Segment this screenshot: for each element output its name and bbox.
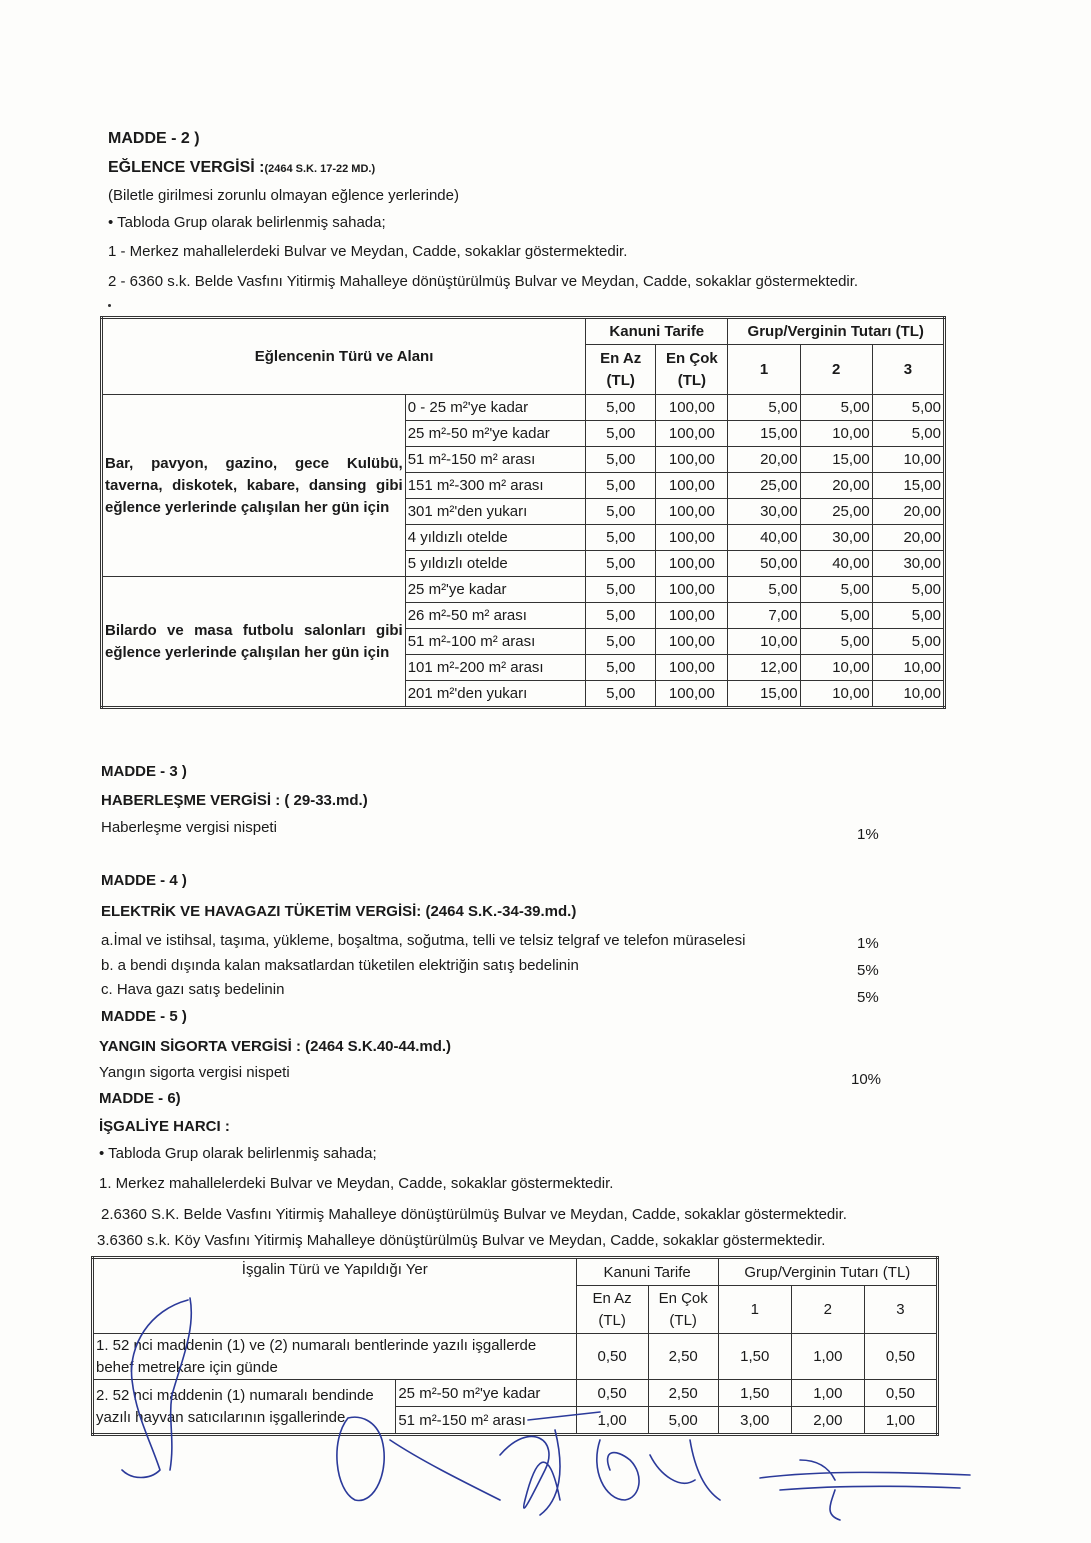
table2-col-g2: 2: [791, 1286, 864, 1334]
max-cell: 100,00: [656, 603, 728, 629]
area-cell: 51 m²-150 m² arası: [405, 447, 585, 473]
table2-row1-desc: 1. 52 nci maddenin (1) ve (2) numaralı bentlerinde yazılı işgallerde behef metrekare için günde: [93, 1334, 577, 1380]
madde3-rate: 1%: [857, 826, 879, 843]
table2-col-g1: 1: [718, 1286, 791, 1334]
stray-dot: [108, 304, 111, 307]
table1-col-type: Eğlencenin Türü ve Alanı: [102, 318, 586, 395]
madde4-heading: MADDE - 4 ): [101, 872, 187, 889]
table1-col-grup: Grup/Verginin Tutarı (TL): [728, 318, 945, 345]
min-cell: 5,00: [586, 447, 656, 473]
madde4-title: ELEKTRİK VE HAVAGAZI TÜKETİM VERGİSİ: (2464 S.K.-34-39.md.): [101, 903, 577, 920]
g1-cell: 15,00: [728, 421, 800, 447]
g1-cell: 1,50: [718, 1380, 791, 1407]
table2-col-g3: 3: [864, 1286, 937, 1334]
madde5-rate: 10%: [851, 1071, 882, 1088]
madde2-ref: (2464 S.K. 17-22 MD.): [264, 163, 376, 175]
g2-cell: 1,00: [791, 1380, 864, 1407]
g2-cell: 10,00: [800, 655, 872, 681]
g3-cell: 0,50: [864, 1380, 937, 1407]
madde4-c-rate: 5%: [857, 989, 879, 1006]
min-cell: 5,00: [586, 551, 656, 577]
g1-cell: 15,00: [728, 681, 800, 708]
g3-cell: 5,00: [872, 395, 944, 421]
g1-cell: 20,00: [728, 447, 800, 473]
madde6-bullet: • Tabloda Grup olarak belirlenmiş sahada;: [99, 1145, 377, 1162]
madde6-line1: 1. Merkez mahallelerdeki Bulvar ve Meydan, Cadde, sokaklar göstermektedir.: [99, 1175, 614, 1192]
madde2-title: [108, 158, 375, 179]
g2-cell: 30,00: [800, 525, 872, 551]
g3-cell: 5,00: [872, 629, 944, 655]
min-cell: 5,00: [586, 525, 656, 551]
g3-cell: 10,00: [872, 681, 944, 708]
g3-cell: 20,00: [872, 499, 944, 525]
g1-cell: 25,00: [728, 473, 800, 499]
min-cell: 5,00: [586, 473, 656, 499]
g3-cell: 5,00: [872, 421, 944, 447]
g2-cell: 15,00: [800, 447, 872, 473]
table-row: [93, 1334, 938, 1380]
max-cell: 5,00: [648, 1407, 718, 1435]
max-cell: 2,50: [648, 1380, 718, 1407]
madde5-title: YANGIN SİGORTA VERGİSİ : (2464 S.K.40-44.md.): [99, 1038, 452, 1055]
isgaliye-harci-table: [91, 1256, 939, 1436]
area-cell: 26 m²-50 m² arası: [405, 603, 585, 629]
min-cell: 5,00: [586, 577, 656, 603]
madde2-line2: 2 - 6360 s.k. Belde Vasfını Yitirmiş Mahalleye dönüştürülmüş Bulvar ve Meydan, Cadde, sokaklar göstermektedir.: [108, 273, 859, 290]
min-cell: 1,00: [576, 1407, 648, 1435]
g2-cell: 1,00: [791, 1334, 864, 1380]
madde3-title: HABERLEŞME VERGİSİ : ( 29-33.md.): [101, 792, 368, 809]
madde3-heading: MADDE - 3 ): [101, 763, 187, 780]
table1-col-g2: 2: [800, 345, 872, 395]
eglence-vergisi-table: [100, 316, 946, 709]
area-cell: 25 m²-50 m²'ye kadar: [396, 1380, 576, 1407]
g2-cell: 2,00: [791, 1407, 864, 1435]
area-cell: 0 - 25 m²'ye kadar: [405, 395, 585, 421]
madde4-a-rate: 1%: [857, 935, 879, 952]
madde2-heading: MADDE - 2 ): [108, 130, 200, 147]
area-cell: 301 m²'den yukarı: [405, 499, 585, 525]
area-cell: 25 m²'ye kadar: [405, 577, 585, 603]
g3-cell: 15,00: [872, 473, 944, 499]
madde4-c: c. Hava gazı satış bedelinin: [101, 981, 285, 998]
madde6-title: İŞGALİYE HARCI :: [99, 1118, 230, 1135]
min-cell: 5,00: [586, 603, 656, 629]
madde4-b-rate: 5%: [857, 962, 879, 979]
g1-cell: 10,00: [728, 629, 800, 655]
table1-category-bar: Bar, pavyon, gazino, gece Kulübü, taverna, diskotek, kabare, dansing gibi eğlence yerlerinde çalışılan her gün için: [102, 395, 406, 577]
table1-col-max: En Çok (TL): [656, 345, 728, 395]
table1-col-g3: 3: [872, 345, 944, 395]
g3-cell: 30,00: [872, 551, 944, 577]
max-cell: 2,50: [648, 1334, 718, 1380]
g1-cell: 40,00: [728, 525, 800, 551]
table2-col-grup: Grup/Verginin Tutarı (TL): [718, 1258, 937, 1286]
max-cell: 100,00: [656, 447, 728, 473]
min-cell: 0,50: [576, 1380, 648, 1407]
madde5-text: Yangın sigorta vergisi nispeti: [99, 1064, 290, 1081]
max-cell: 100,00: [656, 499, 728, 525]
table1-col-kanuni: Kanuni Tarife: [586, 318, 728, 345]
table1-category-bilardo: Bilardo ve masa futbolu salonları gibi eğlence yerlerinde çalışılan her gün için: [102, 577, 406, 708]
table2-col-min: En Az (TL): [576, 1286, 648, 1334]
area-cell: 25 m²-50 m²'ye kadar: [405, 421, 585, 447]
g3-cell: 10,00: [872, 447, 944, 473]
table-row: [102, 577, 945, 603]
signature-5: [760, 1460, 970, 1520]
g3-cell: 10,00: [872, 655, 944, 681]
signature-4: [597, 1440, 720, 1500]
min-cell: 5,00: [586, 499, 656, 525]
g1-cell: 5,00: [728, 395, 800, 421]
area-cell: 101 m²-200 m² arası: [405, 655, 585, 681]
madde3-text: Haberleşme vergisi nispeti: [101, 819, 277, 836]
min-cell: 5,00: [586, 421, 656, 447]
min-cell: 5,00: [586, 681, 656, 708]
table-row: [102, 395, 945, 421]
area-cell: 51 m²-150 m² arası: [396, 1407, 576, 1435]
madde4-b: b. a bendi dışında kalan maksatlardan tüketilen elektriğin satış bedelinin: [101, 957, 579, 974]
g1-cell: 3,00: [718, 1407, 791, 1435]
g2-cell: 25,00: [800, 499, 872, 525]
max-cell: 100,00: [656, 629, 728, 655]
g3-cell: 5,00: [872, 577, 944, 603]
g2-cell: 5,00: [800, 577, 872, 603]
g3-cell: 0,50: [864, 1334, 937, 1380]
g3-cell: 5,00: [872, 603, 944, 629]
area-cell: 201 m²'den yukarı: [405, 681, 585, 708]
table2-col-type: İşgalin Türü ve Yapıldığı Yer: [93, 1258, 577, 1334]
g3-cell: 20,00: [872, 525, 944, 551]
madde6-line3: 3.6360 s.k. Köy Vasfını Yitirmiş Mahalleye dönüştürülmüş Bulvar ve Meydan, Cadde, sokaklar göstermektedir.: [97, 1232, 826, 1249]
madde5-heading: MADDE - 5 ): [101, 1008, 187, 1025]
g2-cell: 5,00: [800, 395, 872, 421]
min-cell: 5,00: [586, 629, 656, 655]
g3-cell: 1,00: [864, 1407, 937, 1435]
madde6-line2: 2.6360 S.K. Belde Vasfını Yitirmiş Mahalleye dönüştürülmüş Bulvar ve Meydan, Cadde, sokaklar göstermektedir.: [101, 1206, 847, 1223]
area-cell: 4 yıldızlı otelde: [405, 525, 585, 551]
min-cell: 5,00: [586, 655, 656, 681]
g1-cell: 30,00: [728, 499, 800, 525]
table2-col-max: En Çok (TL): [648, 1286, 718, 1334]
max-cell: 100,00: [656, 681, 728, 708]
table2-col-kanuni: Kanuni Tarife: [576, 1258, 718, 1286]
g1-cell: 5,00: [728, 577, 800, 603]
max-cell: 100,00: [656, 395, 728, 421]
max-cell: 100,00: [656, 421, 728, 447]
madde6-heading: MADDE - 6): [99, 1090, 181, 1107]
madde2-bullet: • Tabloda Grup olarak belirlenmiş sahada;: [108, 214, 386, 231]
madde2-title-text: EĞLENCE VERGİSİ :: [108, 159, 265, 176]
g2-cell: 10,00: [800, 681, 872, 708]
madde2-line1: 1 - Merkez mahallelerdeki Bulvar ve Meydan, Cadde, sokaklar göstermektedir.: [108, 243, 628, 260]
area-cell: 5 yıldızlı otelde: [405, 551, 585, 577]
g2-cell: 40,00: [800, 551, 872, 577]
area-cell: 151 m²-300 m² arası: [405, 473, 585, 499]
g2-cell: 10,00: [800, 421, 872, 447]
g1-cell: 50,00: [728, 551, 800, 577]
g1-cell: 1,50: [718, 1334, 791, 1380]
table2-row2-desc: 2. 52 nci maddenin (1) numaralı bendinde yazılı hayvan satıcılarının işgallerinde: [93, 1380, 396, 1435]
g1-cell: 12,00: [728, 655, 800, 681]
max-cell: 100,00: [656, 473, 728, 499]
g2-cell: 5,00: [800, 603, 872, 629]
g1-cell: 7,00: [728, 603, 800, 629]
max-cell: 100,00: [656, 525, 728, 551]
g2-cell: 5,00: [800, 629, 872, 655]
madde2-note: (Biletle girilmesi zorunlu olmayan eğlence yerlerinde): [108, 187, 459, 204]
g2-cell: 20,00: [800, 473, 872, 499]
table1-col-min: En Az (TL): [586, 345, 656, 395]
area-cell: 51 m²-100 m² arası: [405, 629, 585, 655]
max-cell: 100,00: [656, 551, 728, 577]
min-cell: 5,00: [586, 395, 656, 421]
table-row: [93, 1380, 938, 1407]
madde4-a: a.İmal ve istihsal, taşıma, yükleme, boşaltma, soğutma, telli ve telsiz telgraf ve telefon müraselesi: [101, 932, 746, 949]
max-cell: 100,00: [656, 577, 728, 603]
table1-col-g1: 1: [728, 345, 800, 395]
max-cell: 100,00: [656, 655, 728, 681]
min-cell: 0,50: [576, 1334, 648, 1380]
